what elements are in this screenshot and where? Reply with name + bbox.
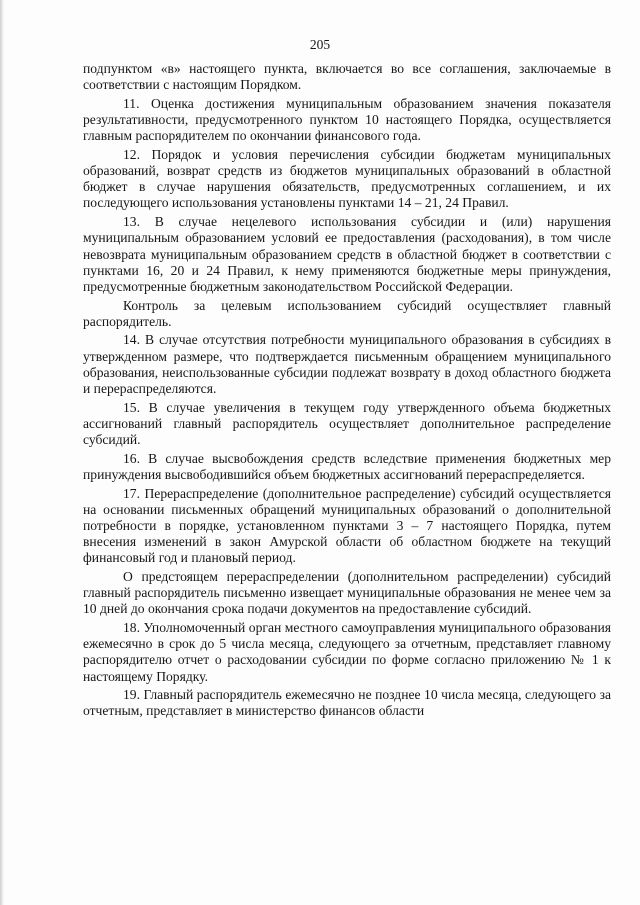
paragraph-item-17: 17. Перераспределение (дополнительное распределение) субсидий осуществляется на основании письменных обращений муниципальных образований о дополнительной потребности в порядке, установленном пунктами 3 – 7 настоящего Порядка, путем внесения изменений в закон Амурской области об областном бюджете на текущий финансовый год и плановый период.	[83, 485, 611, 566]
page-number: 205	[309, 37, 331, 52]
paragraph-redistribution-notice: О предстоящем перераспределении (дополнительном распределении) субсидий главный распорядитель письменно извещает муниципальные образования не менее чем за 10 дней до окончания срока подачи документов на предоставление субсидий.	[83, 569, 611, 617]
paragraph-item-19: 19. Главный распорядитель ежемесячно не позднее 10 числа месяца, следующего за отчетным, представляет в министерство финансов области	[83, 687, 611, 719]
paragraph-item-11: 11. Оценка достижения муниципальным образованием значения показателя результативности, предусмотренного пунктом 10 настоящего Порядка, осуществляется главным распорядителем по окончании финансового года.	[83, 95, 611, 144]
paragraph-control-note: Контроль за целевым использованием субсидий осуществляет главный распорядитель.	[83, 297, 611, 329]
scan-edge-shadow	[0, 0, 4, 905]
paragraph-continuation: подпунктом «в» настоящего пункта, включается во все соглашения, заключаемые в соответствии с настоящим Порядком.	[83, 61, 611, 93]
paragraph-item-18: 18. Уполномоченный орган местного самоуправления муниципального образования ежемесячно в срок до 5 числа месяца, следующего за отчетным, представляет главному распорядителю отчет о расходовании субсидии по форме согласно приложению № 1 к настоящему Порядку.	[83, 620, 611, 684]
paragraph-item-12: 12. Порядок и условия перечисления субсидии бюджетам муниципальных образований, возврат средств из бюджетов муниципальных образований в областной бюджет в случае нарушения обязательств, предусмотренных соглашением, и их последующего использования установлены пунктами 14 – 21, 24 Правил.	[83, 146, 611, 211]
paragraph-item-16: 16. В случае высвобождения средств вследствие применения бюджетных мер принуждения высвободившийся объем бюджетных ассигнований перераспределяется.	[83, 450, 611, 482]
document-body	[83, 61, 611, 720]
paragraph-item-15: 15. В случае увеличения в текущем году утвержденного объема бюджетных ассигнований главный распорядитель осуществляет дополнительное распределение субсидий.	[83, 399, 611, 447]
paragraph-item-13: 13. В случае нецелевого использования субсидии и (или) нарушения муниципальным образованием условий ее предоставления (расходования), в том числе невозврата муниципальным образованием средств в областной бюджет в соответствии с пунктами 16, 20 и 24 Правил, к нему применяются бюджетные меры принуждения, предусмотренные бюджетным законодательством Российской Федерации.	[83, 214, 611, 294]
paragraph-item-14: 14. В случае отсутствия потребности муниципального образования в субсидиях в утвержденном размере, что подтверждается письменным обращением муниципального образования, неиспользованные субсидии подлежат возврату в доход областного бюджета и перераспределяются.	[83, 332, 611, 396]
